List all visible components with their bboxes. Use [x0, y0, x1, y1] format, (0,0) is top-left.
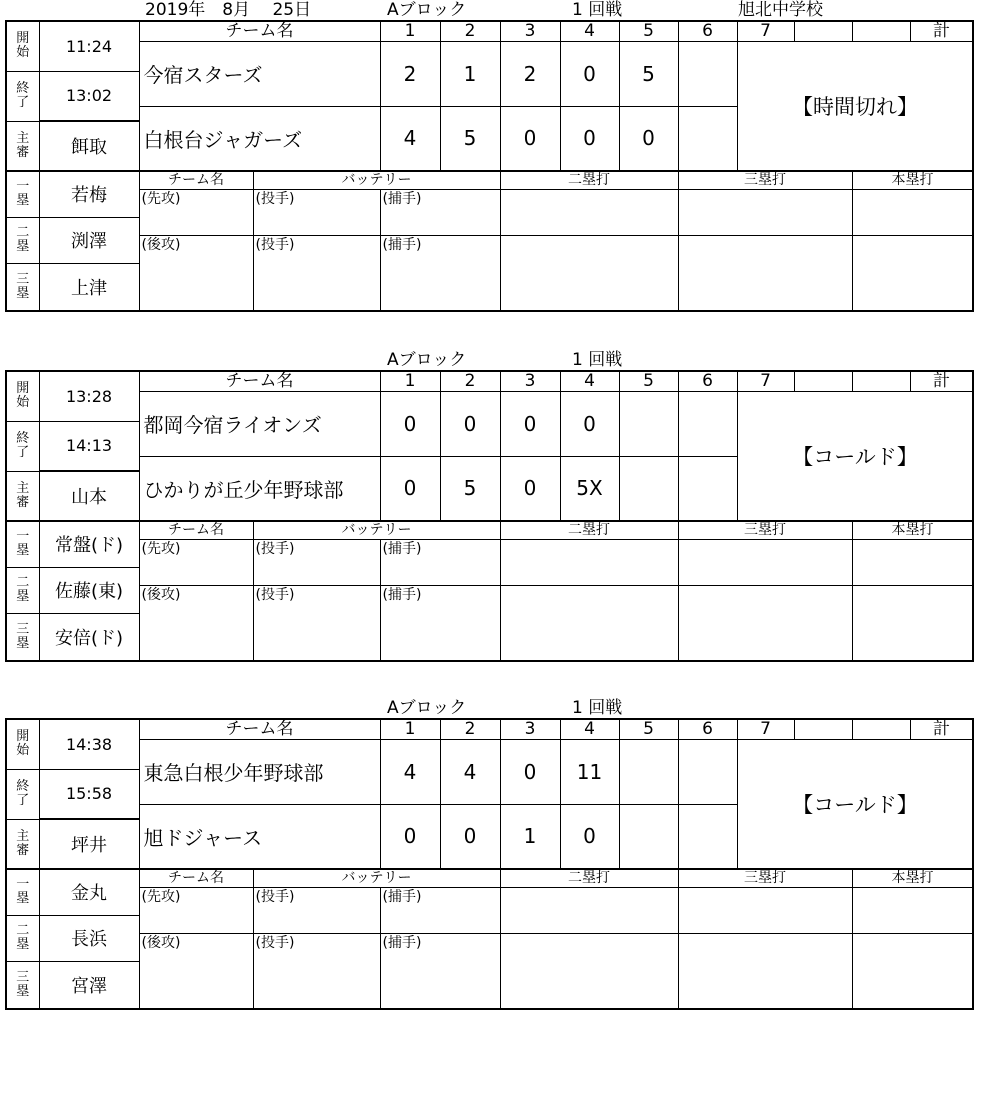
triples-header: 三塁打	[678, 869, 852, 887]
inning-1-header: 1	[380, 21, 440, 41]
top-pitcher-label: (投手)	[253, 189, 380, 235]
doubles-header: 二塁打	[500, 521, 678, 539]
top-catcher-label: (捕手)	[380, 887, 500, 933]
bottom-team-label: (後攻)	[139, 933, 253, 1009]
bottom-catcher-label: (捕手)	[380, 235, 500, 311]
top-homeruns-cell	[852, 539, 973, 585]
bottom-inning-4: 5X	[560, 456, 619, 521]
plate-umpire: 山本	[39, 471, 139, 521]
bottom-inning-2: 5	[440, 106, 500, 171]
inning-6-header: 6	[678, 719, 737, 739]
top-inning-1: 0	[380, 391, 440, 456]
bottom-inning-5	[619, 804, 678, 869]
inning-8-header	[794, 371, 852, 391]
top-pitcher-label: (投手)	[253, 887, 380, 933]
bottom-doubles-cell	[500, 933, 678, 1009]
battery-header: バッテリー	[253, 171, 500, 189]
top-inning-6	[678, 739, 737, 804]
plate-umpire: 餌取	[39, 121, 139, 171]
triples-header: 三塁打	[678, 521, 852, 539]
start-label: 開 始	[6, 719, 39, 769]
inning-5-header: 5	[619, 21, 678, 41]
second-base-umpire-label: 二 塁	[6, 567, 39, 613]
bottom-inning-1: 0	[380, 456, 440, 521]
score-table	[5, 370, 974, 662]
inning-3-header: 3	[500, 719, 560, 739]
bottom-inning-1: 0	[380, 804, 440, 869]
bottom-inning-2: 5	[440, 456, 500, 521]
plate-umpire-label: 主 審	[6, 471, 39, 521]
homeruns-header: 本塁打	[852, 521, 973, 539]
bottom-inning-4: 0	[560, 106, 619, 171]
start-label: 開 始	[6, 21, 39, 71]
bottom-triples-cell	[678, 235, 852, 311]
top-pitcher-label: (投手)	[253, 539, 380, 585]
inning-5-header: 5	[619, 719, 678, 739]
bottom-inning-3: 0	[500, 456, 560, 521]
doubles-header: 二塁打	[500, 171, 678, 189]
game-result-note: 【コールド】	[737, 739, 973, 869]
top-doubles-cell	[500, 539, 678, 585]
team-name-subheader: チーム名	[139, 869, 253, 887]
bottom-pitcher-label: (投手)	[253, 585, 380, 661]
battery-header: バッテリー	[253, 869, 500, 887]
bottom-doubles-cell	[500, 235, 678, 311]
bottom-inning-4: 0	[560, 804, 619, 869]
top-team-label: (先攻)	[139, 887, 253, 933]
bottom-inning-2: 0	[440, 804, 500, 869]
start-time: 13:28	[39, 371, 139, 421]
inning-3-header: 3	[500, 371, 560, 391]
game-result-note: 【コールド】	[737, 391, 973, 521]
team-name-header: チーム名	[139, 719, 380, 739]
bottom-catcher-label: (捕手)	[380, 933, 500, 1009]
round-label: 1 回戦	[572, 0, 623, 20]
top-catcher-label: (捕手)	[380, 539, 500, 585]
bottom-catcher-label: (捕手)	[380, 585, 500, 661]
top-team-name: 今宿スターズ	[139, 41, 380, 106]
end-label: 終 了	[6, 71, 39, 121]
homeruns-header: 本塁打	[852, 869, 973, 887]
start-time: 14:38	[39, 719, 139, 769]
team-name-header: チーム名	[139, 371, 380, 391]
inning-5-header: 5	[619, 371, 678, 391]
total-header: 計	[910, 719, 973, 739]
top-inning-3: 2	[500, 41, 560, 106]
inning-9-header	[852, 21, 910, 41]
third-base-umpire-label: 三 塁	[6, 613, 39, 661]
plate-umpire-label: 主 審	[6, 121, 39, 171]
inning-3-header: 3	[500, 21, 560, 41]
top-inning-2: 4	[440, 739, 500, 804]
inning-6-header: 6	[678, 371, 737, 391]
bottom-triples-cell	[678, 585, 852, 661]
bottom-pitcher-label: (投手)	[253, 933, 380, 1009]
top-team-label: (先攻)	[139, 539, 253, 585]
block-label: Aブロック	[387, 698, 467, 718]
team-name-subheader: チーム名	[139, 171, 253, 189]
inning-8-header	[794, 21, 852, 41]
second-base-umpire: 渕澤	[39, 217, 139, 263]
bottom-inning-3: 1	[500, 804, 560, 869]
top-inning-2: 0	[440, 391, 500, 456]
first-base-umpire: 常盤(ド)	[39, 521, 139, 567]
inning-7-header: 7	[737, 371, 794, 391]
round-label: 1 回戦	[572, 698, 623, 718]
top-homeruns-cell	[852, 887, 973, 933]
first-base-umpire-label: 一 塁	[6, 171, 39, 217]
top-inning-5: 5	[619, 41, 678, 106]
plate-umpire: 坪井	[39, 819, 139, 869]
third-base-umpire-label: 三 塁	[6, 263, 39, 311]
top-inning-4: 11	[560, 739, 619, 804]
inning-4-header: 4	[560, 21, 619, 41]
bottom-team-label: (後攻)	[139, 235, 253, 311]
block-label: Aブロック	[387, 350, 467, 370]
bottom-inning-5	[619, 456, 678, 521]
top-catcher-label: (捕手)	[380, 189, 500, 235]
bottom-inning-6	[678, 106, 737, 171]
top-inning-4: 0	[560, 41, 619, 106]
inning-7-header: 7	[737, 21, 794, 41]
bottom-inning-3: 0	[500, 106, 560, 171]
start-time: 11:24	[39, 21, 139, 71]
bottom-inning-6	[678, 456, 737, 521]
inning-6-header: 6	[678, 21, 737, 41]
total-header: 計	[910, 21, 973, 41]
bottom-inning-5: 0	[619, 106, 678, 171]
venue-label: 旭北中学校	[738, 0, 823, 20]
bottom-homeruns-cell	[852, 235, 973, 311]
inning-7-header: 7	[737, 719, 794, 739]
round-label: 1 回戦	[572, 350, 623, 370]
top-team-name: 東急白根少年野球部	[139, 739, 380, 804]
bottom-team-name: ひかりが丘少年野球部	[139, 456, 380, 521]
bottom-doubles-cell	[500, 585, 678, 661]
end-label: 終 了	[6, 421, 39, 471]
second-base-umpire: 佐藤(東)	[39, 567, 139, 613]
second-base-umpire: 長浜	[39, 915, 139, 961]
plate-umpire-label: 主 審	[6, 819, 39, 869]
end-time: 15:58	[39, 769, 139, 819]
battery-header: バッテリー	[253, 521, 500, 539]
top-inning-5	[619, 739, 678, 804]
top-team-name: 都岡今宿ライオンズ	[139, 391, 380, 456]
top-inning-2: 1	[440, 41, 500, 106]
top-triples-cell	[678, 189, 852, 235]
bottom-triples-cell	[678, 933, 852, 1009]
inning-9-header	[852, 371, 910, 391]
inning-2-header: 2	[440, 719, 500, 739]
top-triples-cell	[678, 539, 852, 585]
first-base-umpire: 金丸	[39, 869, 139, 915]
triples-header: 三塁打	[678, 171, 852, 189]
bottom-homeruns-cell	[852, 585, 973, 661]
block-label: Aブロック	[387, 0, 467, 20]
bottom-pitcher-label: (投手)	[253, 235, 380, 311]
team-name-subheader: チーム名	[139, 521, 253, 539]
inning-4-header: 4	[560, 719, 619, 739]
top-doubles-cell	[500, 189, 678, 235]
second-base-umpire-label: 二 塁	[6, 915, 39, 961]
second-base-umpire-label: 二 塁	[6, 217, 39, 263]
game-date: 2019年 8月 25日	[145, 0, 312, 20]
end-time: 13:02	[39, 71, 139, 121]
start-label: 開 始	[6, 371, 39, 421]
top-homeruns-cell	[852, 189, 973, 235]
team-name-header: チーム名	[139, 21, 380, 41]
third-base-umpire: 宮澤	[39, 961, 139, 1009]
bottom-homeruns-cell	[852, 933, 973, 1009]
inning-4-header: 4	[560, 371, 619, 391]
inning-2-header: 2	[440, 371, 500, 391]
top-team-label: (先攻)	[139, 189, 253, 235]
top-inning-6	[678, 41, 737, 106]
inning-9-header	[852, 719, 910, 739]
top-inning-6	[678, 391, 737, 456]
end-time: 14:13	[39, 421, 139, 471]
bottom-team-name: 旭ドジャース	[139, 804, 380, 869]
bottom-team-label: (後攻)	[139, 585, 253, 661]
third-base-umpire-label: 三 塁	[6, 961, 39, 1009]
top-inning-3: 0	[500, 391, 560, 456]
top-inning-5	[619, 391, 678, 456]
inning-8-header	[794, 719, 852, 739]
doubles-header: 二塁打	[500, 869, 678, 887]
game-result-note: 【時間切れ】	[737, 41, 973, 171]
top-triples-cell	[678, 887, 852, 933]
homeruns-header: 本塁打	[852, 171, 973, 189]
score-table	[5, 718, 974, 1010]
top-inning-4: 0	[560, 391, 619, 456]
total-header: 計	[910, 371, 973, 391]
top-doubles-cell	[500, 887, 678, 933]
first-base-umpire-label: 一 塁	[6, 521, 39, 567]
top-inning-1: 2	[380, 41, 440, 106]
bottom-inning-1: 4	[380, 106, 440, 171]
third-base-umpire: 上津	[39, 263, 139, 311]
end-label: 終 了	[6, 769, 39, 819]
inning-2-header: 2	[440, 21, 500, 41]
bottom-inning-6	[678, 804, 737, 869]
top-inning-1: 4	[380, 739, 440, 804]
inning-1-header: 1	[380, 719, 440, 739]
first-base-umpire: 若梅	[39, 171, 139, 217]
top-inning-3: 0	[500, 739, 560, 804]
third-base-umpire: 安倍(ド)	[39, 613, 139, 661]
first-base-umpire-label: 一 塁	[6, 869, 39, 915]
inning-1-header: 1	[380, 371, 440, 391]
score-table	[5, 20, 974, 312]
bottom-team-name: 白根台ジャガーズ	[139, 106, 380, 171]
